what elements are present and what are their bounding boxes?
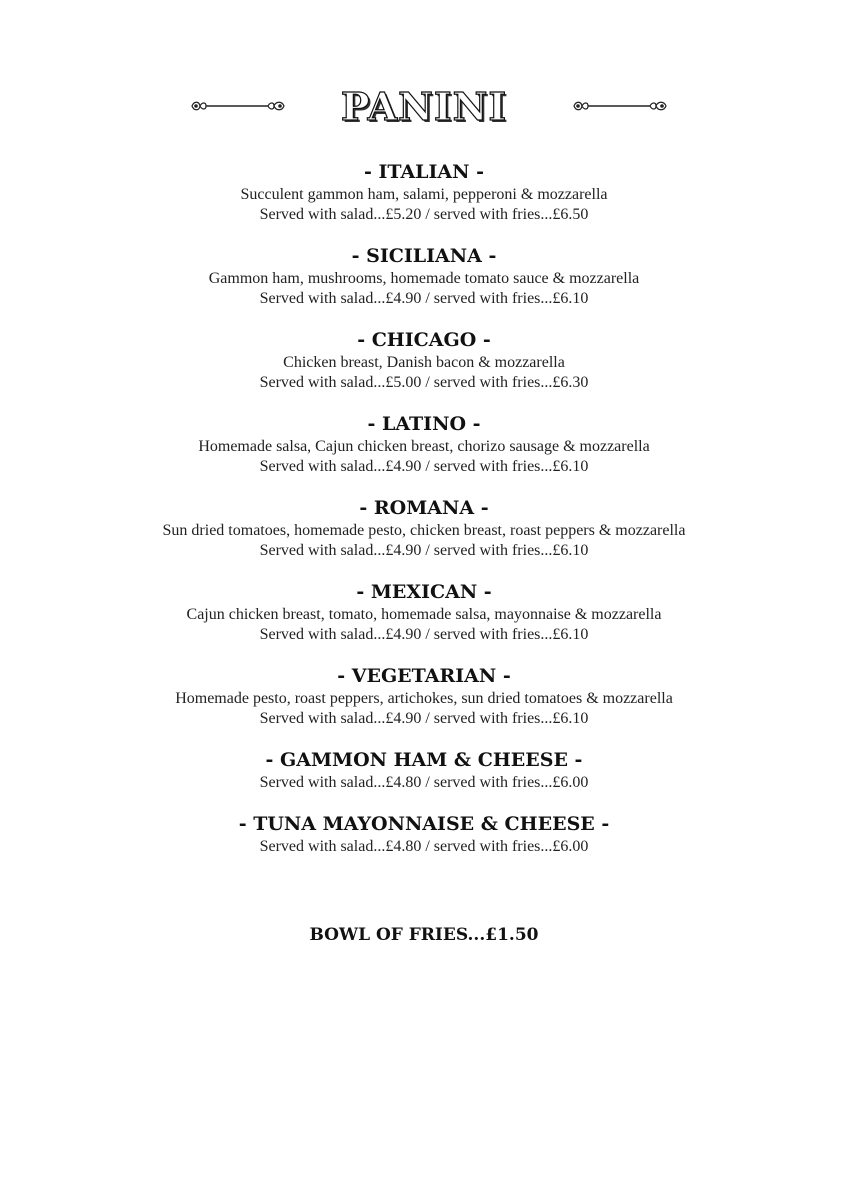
item-name: - TUNA MAYONNAISE & CHEESE - xyxy=(238,813,610,835)
item-prices: Served with salad...£4.80 / served with fries...£6.00 xyxy=(259,774,589,791)
item-prices: Served with salad...£4.90 / served with fries...£6.10 xyxy=(259,290,589,307)
menu-header xyxy=(0,82,848,132)
item-description: Chicken breast, Danish bacon & mozzarella xyxy=(283,354,565,371)
item-name: - GAMMON HAM & CHEESE - xyxy=(265,749,583,771)
item-name: - ROMANA - xyxy=(359,497,489,519)
item-description: Homemade salsa, Cajun chicken breast, chorizo sausage & mozzarella xyxy=(198,438,650,455)
menu-item-italian xyxy=(0,160,848,225)
item-name: - VEGETARIAN - xyxy=(337,665,511,687)
item-description: Sun dried tomatoes, homemade pesto, chicken breast, roast peppers & mozzarella xyxy=(162,522,686,539)
item-name: - LATINO - xyxy=(367,413,481,435)
menu-list xyxy=(0,160,848,876)
item-name: - SICILIANA - xyxy=(351,245,497,267)
item-prices: Served with salad...£5.00 / served with fries...£6.30 xyxy=(259,374,589,391)
item-name: - MEXICAN - xyxy=(356,581,492,603)
menu-item-gammon-ham-cheese xyxy=(0,748,848,793)
bowl-of-fries-price: BOWL OF FRIES...£1.50 xyxy=(309,925,539,945)
item-prices: Served with salad...£4.80 / served with fries...£6.00 xyxy=(259,838,589,855)
item-description: Succulent gammon ham, salami, pepperoni & mozzarella xyxy=(240,186,608,203)
item-prices: Served with salad...£4.90 / served with fries...£6.10 xyxy=(259,626,589,643)
item-name: - ITALIAN - xyxy=(363,161,485,183)
menu-item-tuna-mayonnaise-cheese xyxy=(0,812,848,857)
menu-item-romana xyxy=(0,496,848,561)
menu-item-mexican xyxy=(0,580,848,645)
item-name: - CHICAGO - xyxy=(357,329,491,351)
item-prices: Served with salad...£4.90 / served with fries...£6.10 xyxy=(259,458,589,475)
item-prices: Served with salad...£4.90 / served with fries...£6.10 xyxy=(259,542,589,559)
item-description: Gammon ham, mushrooms, homemade tomato sauce & mozzarella xyxy=(208,270,640,287)
menu-item-siciliana xyxy=(0,244,848,309)
item-description: Cajun chicken breast, tomato, homemade salsa, mayonnaise & mozzarella xyxy=(186,606,662,623)
item-prices: Served with salad...£4.90 / served with fries...£6.10 xyxy=(259,710,589,727)
menu-item-latino xyxy=(0,412,848,477)
menu-item-vegetarian xyxy=(0,664,848,729)
page-title: PANINI xyxy=(340,84,508,129)
menu-item-chicago xyxy=(0,328,848,393)
item-description: Homemade pesto, roast peppers, artichokes, sun dried tomatoes & mozzarella xyxy=(175,690,673,707)
flourish-right-icon xyxy=(572,96,668,116)
item-prices: Served with salad...£5.20 / served with fries...£6.50 xyxy=(259,206,589,223)
